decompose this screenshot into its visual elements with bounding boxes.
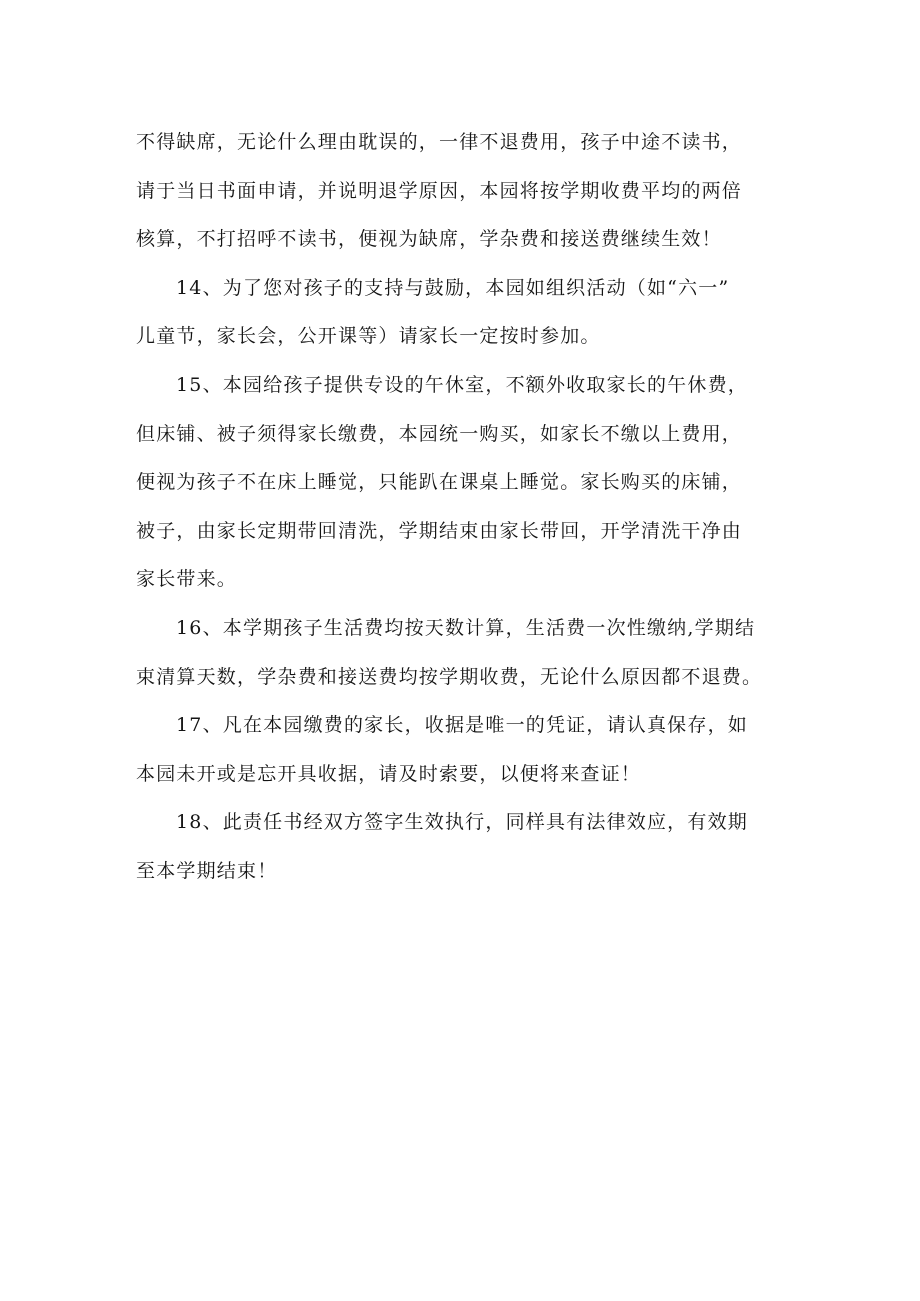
- text-line: 核算，不打招呼不读书，便视为缺席，学杂费和接送费继续生效！: [136, 228, 722, 251]
- document-body: [136, 118, 796, 896]
- text-line: 束清算天数，学杂费和接送费均按学期收费，无论什么原因都不退费。: [136, 665, 763, 688]
- text-line: 家长带来。: [136, 568, 238, 591]
- clause-15-start: 15、本园给孩子提供专设的午休室，不额外收取家长的午休费，: [176, 373, 748, 396]
- text-line: 至本学期结束！: [136, 859, 278, 882]
- text-line: 本园未开或是忘开具收据，请及时索要，以便将来查证！: [136, 762, 642, 785]
- clause-17-start: 17、凡在本园缴费的家长，收据是唯一的凭证，请认真保存，如: [176, 714, 748, 737]
- text-line: 便视为孩子不在床上睡觉，只能趴在课桌上睡觉。家长购买的床铺，: [136, 471, 743, 494]
- text-line: 不得缺席，无论什么理由耽误的，一律不退费用，孩子中途不读书，: [136, 131, 743, 153]
- text-line: 请于当日书面申请，并说明退学原因，本园将按学期收费平均的两倍: [136, 179, 743, 202]
- clause-16-start: 16、本学期孩子生活费均按天数计算，生活费一次性缴纳,学期结: [176, 616, 756, 639]
- text-line: 儿童节，家长会，公开课等）请家长一定按时参加。: [136, 325, 601, 348]
- clause-18-start: 18、此责任书经双方签字生效执行，同样具有法律效应，有效期: [176, 811, 748, 834]
- clause-14-start: 14、为了您对孩子的支持与鼓励，本园如组织活动（如“六一”: [176, 276, 730, 299]
- text-line: 但床铺、被子须得家长缴费，本园统一购买，如家长不缴以上费用，: [136, 422, 743, 445]
- text-line: 被子，由家长定期带回清洗，学期结束由家长带回，开学清洗干净由: [136, 519, 743, 542]
